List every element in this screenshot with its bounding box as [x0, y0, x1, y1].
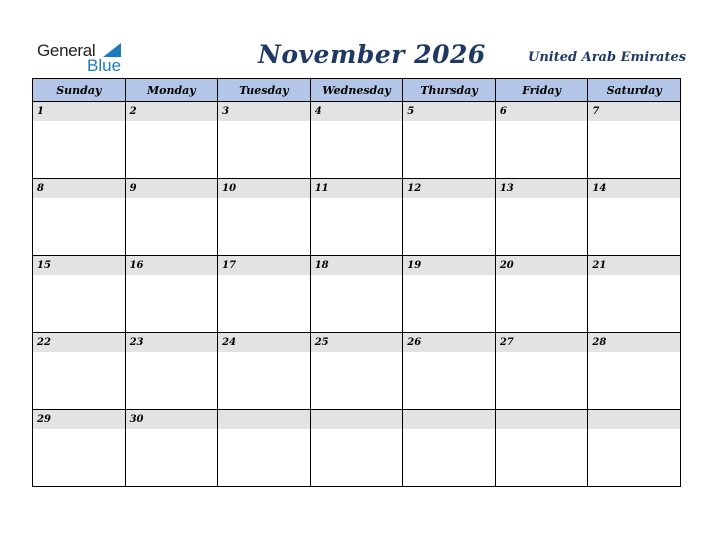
day-number: 11	[311, 179, 403, 198]
day-cell	[588, 333, 681, 410]
day-cell	[403, 179, 496, 256]
day-cell	[125, 333, 218, 410]
day-number: 4	[311, 102, 403, 121]
day-number: 7	[588, 102, 680, 121]
day-cell	[125, 256, 218, 333]
day-cell	[588, 410, 681, 487]
logo-triangle-icon	[103, 43, 121, 57]
week-row	[33, 256, 681, 333]
day-cell	[403, 333, 496, 410]
day-number	[496, 410, 588, 429]
weekday-sunday: Sunday	[33, 79, 126, 102]
day-number: 1	[33, 102, 125, 121]
day-cell	[588, 179, 681, 256]
day-cell	[33, 256, 126, 333]
day-cell	[218, 179, 311, 256]
day-cell	[495, 256, 588, 333]
day-number: 15	[33, 256, 125, 275]
day-number: 20	[496, 256, 588, 275]
day-number: 10	[218, 179, 310, 198]
week-row	[33, 333, 681, 410]
day-cell	[33, 410, 126, 487]
logo-text-blue: Blue	[87, 56, 122, 75]
day-number: 22	[33, 333, 125, 352]
day-number: 3	[218, 102, 310, 121]
weekday-tuesday: Tuesday	[218, 79, 311, 102]
day-number: 6	[496, 102, 588, 121]
day-cell	[310, 410, 403, 487]
week-row	[33, 102, 681, 179]
weekday-header-row	[33, 79, 681, 102]
day-number: 9	[126, 179, 218, 198]
day-number	[403, 410, 495, 429]
day-number	[311, 410, 403, 429]
day-cell	[33, 333, 126, 410]
day-number: 16	[126, 256, 218, 275]
day-number: 30	[126, 410, 218, 429]
day-cell	[218, 410, 311, 487]
generalblue-logo	[37, 41, 127, 73]
week-row	[33, 179, 681, 256]
country-label: United Arab Emirates	[528, 50, 687, 65]
day-number: 5	[403, 102, 495, 121]
day-cell	[495, 102, 588, 179]
day-number: 18	[311, 256, 403, 275]
page-title: November 2026	[258, 40, 486, 69]
day-cell	[495, 333, 588, 410]
day-cell	[310, 102, 403, 179]
day-cell	[310, 179, 403, 256]
weekday-friday: Friday	[495, 79, 588, 102]
day-number: 25	[311, 333, 403, 352]
day-cell	[403, 410, 496, 487]
weekday-wednesday: Wednesday	[310, 79, 403, 102]
day-number: 26	[403, 333, 495, 352]
day-cell	[310, 256, 403, 333]
day-cell	[403, 102, 496, 179]
weekday-thursday: Thursday	[403, 79, 496, 102]
day-cell	[588, 102, 681, 179]
calendar-grid	[32, 78, 681, 487]
day-number: 2	[126, 102, 218, 121]
day-cell	[218, 333, 311, 410]
weekday-saturday: Saturday	[588, 79, 681, 102]
day-cell	[125, 102, 218, 179]
day-number: 23	[126, 333, 218, 352]
day-cell	[310, 333, 403, 410]
day-cell	[495, 179, 588, 256]
day-cell	[495, 410, 588, 487]
day-number	[218, 410, 310, 429]
day-cell	[33, 102, 126, 179]
day-number: 29	[33, 410, 125, 429]
day-cell	[588, 256, 681, 333]
day-number	[588, 410, 680, 429]
day-number: 28	[588, 333, 680, 352]
day-cell	[125, 179, 218, 256]
day-number: 14	[588, 179, 680, 198]
logo-text-general: General	[37, 41, 96, 60]
day-number: 24	[218, 333, 310, 352]
day-cell	[218, 102, 311, 179]
day-number: 17	[218, 256, 310, 275]
day-cell	[125, 410, 218, 487]
day-number: 12	[403, 179, 495, 198]
day-cell	[218, 256, 311, 333]
week-row	[33, 410, 681, 487]
day-number: 27	[496, 333, 588, 352]
day-cell	[403, 256, 496, 333]
day-number: 13	[496, 179, 588, 198]
day-cell	[33, 179, 126, 256]
weekday-monday: Monday	[125, 79, 218, 102]
day-number: 21	[588, 256, 680, 275]
day-number: 8	[33, 179, 125, 198]
day-number: 19	[403, 256, 495, 275]
